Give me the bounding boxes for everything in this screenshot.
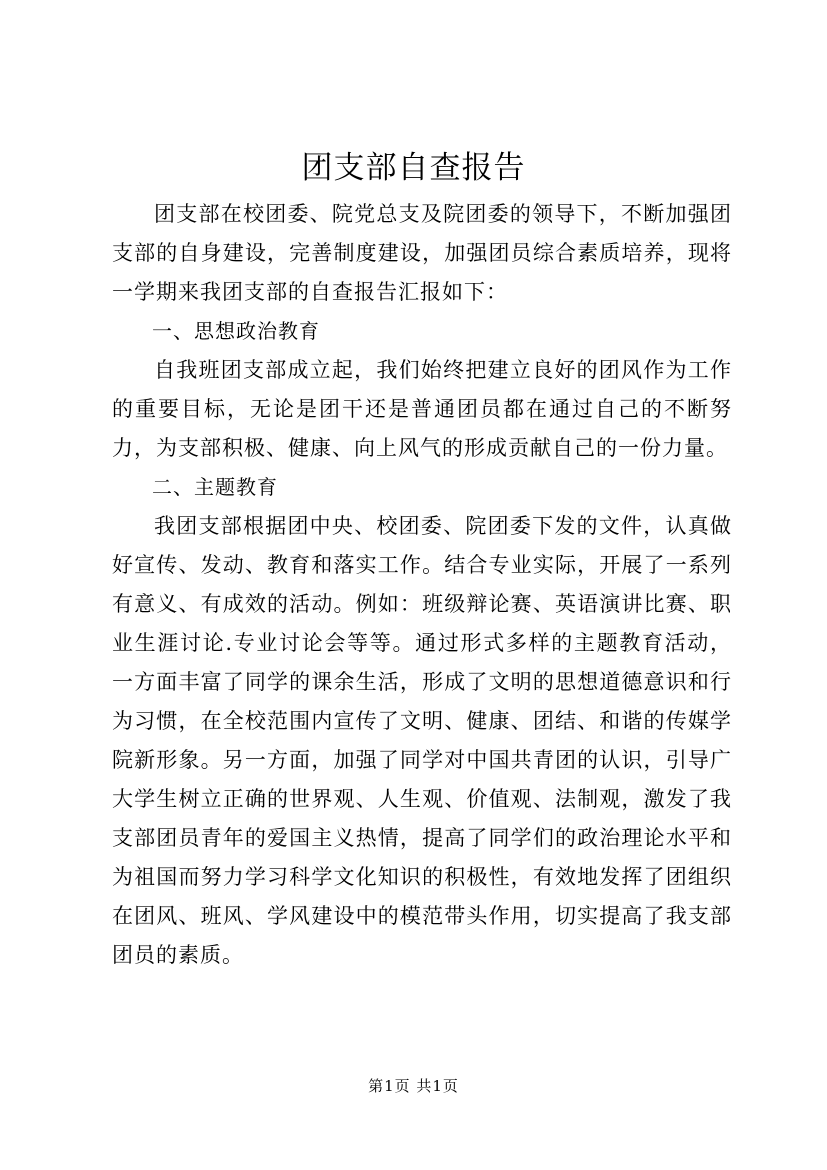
section-2-paragraph: 我团支部根据团中央、校团委、院团委下发的文件，认真做好宣传、发动、教育和落实工作。结合专业实际，开展了一系列有意义、有成效的活动。例如：班级辩论赛、英语演讲比赛、职业生涯讨论.专业讨论会等等。通过形式多样的主题教育活动，一方面丰富了同学的课余生活，形成了文明的思想道德意识和行为习惯，在全校范围内宣传了文明、健康、团结、和谐的传媒学院新形象。另一方面，加强了同学对中国共青团的认识，引导广大学生树立正确的世界观、人生观、价值观、法制观，激发了我支部团员青年的爱国主义热情，提高了同学们的政治理论水平和为祖国而努力学习科学文化知识的积极性，有效地发挥了团组织在团风、班风、学风建设中的模范带头作用，切实提高了我支部团员的素质。 xyxy=(112,514,732,967)
document-body xyxy=(112,195,732,975)
section-1-paragraph: 自我班团支部成立起，我们始终把建立良好的团风作为工作的重要目标，无论是团干还是普通团员都在通过自己的不断努力，为支部积极、健康、向上风气的形成贡献自己的一份力量。 xyxy=(112,358,732,460)
section-1-heading: 一、思想政治教育 xyxy=(152,319,320,343)
section-2-heading: 二、主题教育 xyxy=(152,475,278,499)
intro-paragraph: 团支部在校团委、院党总支及院团委的领导下，不断加强团支部的自身建设，完善制度建设，加强团员综合素质培养，现将一学期来我团支部的自查报告汇报如下： xyxy=(112,202,732,304)
page-footer: 第1页 共1页 xyxy=(368,1077,459,1095)
document-title: 团支部自查报告 xyxy=(301,150,526,186)
